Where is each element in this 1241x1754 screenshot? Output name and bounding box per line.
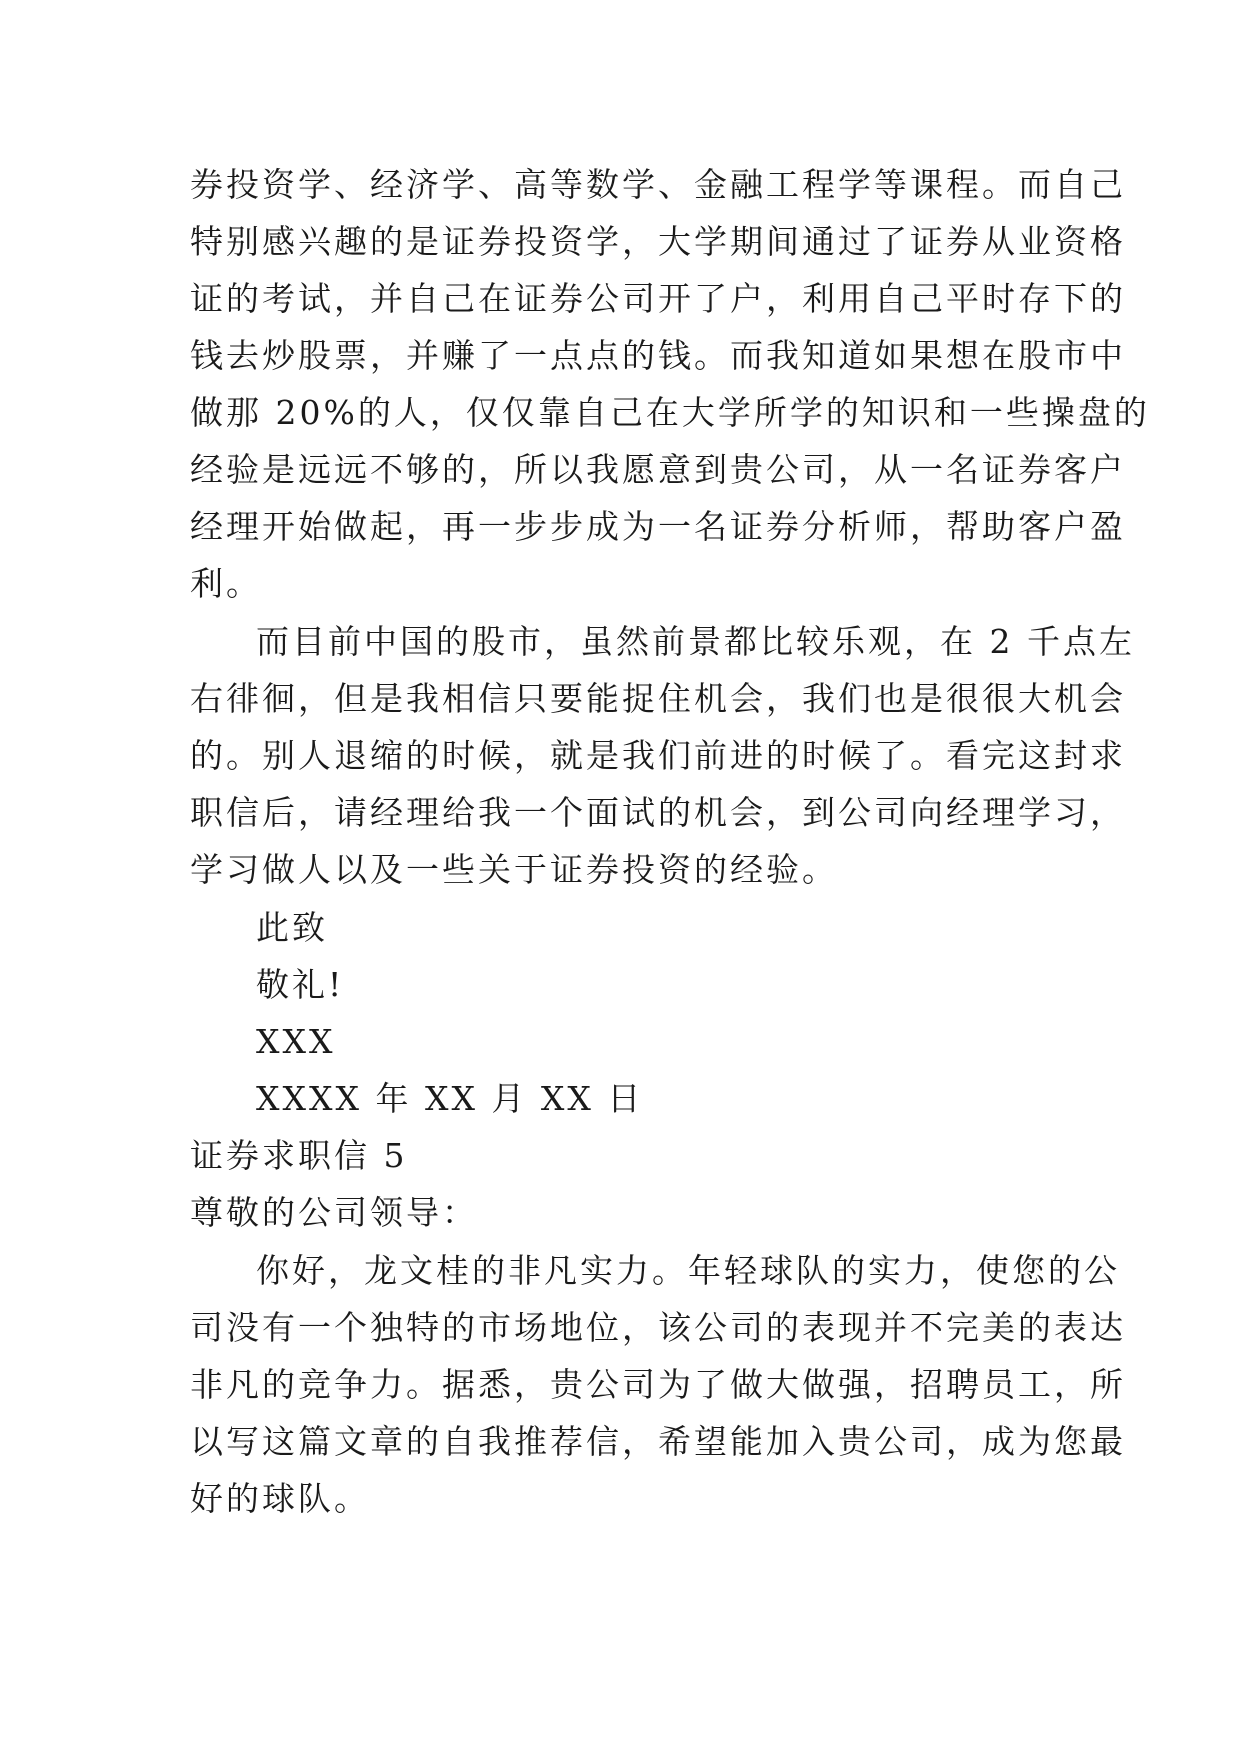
paragraph-line: 证的考试，并自己在证券公司开了户，利用自己平时存下的 [190, 279, 1126, 318]
paragraph-line: 好的球队。 [190, 1479, 370, 1518]
paragraph-line: 特别感兴趣的是证券投资学，大学期间通过了证券从业资格 [190, 222, 1126, 261]
signature: XXX [256, 1022, 336, 1061]
paragraph-line: 券投资学、经济学、高等数学、金融工程学等课程。而自己 [190, 165, 1126, 204]
paragraph-line: 经验是远远不够的，所以我愿意到贵公司，从一名证券客户 [190, 450, 1126, 489]
paragraph-line: 非凡的竞争力。据悉，贵公司为了做大做强，招聘员工，所 [190, 1365, 1126, 1404]
paragraph-line: 学习做人以及一些关于证券投资的经验。 [190, 850, 838, 889]
closing-text: 此致 [256, 908, 328, 947]
paragraph-line: 做那 20%的人，仅仅靠自己在大学所学的知识和一些操盘的 [190, 393, 1150, 432]
greeting: 尊敬的公司领导： [190, 1193, 478, 1232]
paragraph-line: 职信后，请经理给我一个面试的机会，到公司向经理学习， [190, 793, 1126, 832]
paragraph-line: 而目前中国的股市，虽然前景都比较乐观，在 2 千点左 [256, 622, 1135, 661]
salutation-end: 敬礼! [256, 965, 345, 1004]
date: XXXX 年 XX 月 XX 日 [256, 1079, 644, 1118]
paragraph-line: 以写这篇文章的自我推荐信，希望能加入贵公司，成为您最 [190, 1422, 1126, 1461]
paragraph-line: 的。别人退缩的时候，就是我们前进的时候了。看完这封求 [190, 736, 1126, 775]
paragraph-line: 你好，龙文桂的非凡实力。年轻球队的实力，使您的公 [256, 1251, 1120, 1290]
paragraph-line: 钱去炒股票，并赚了一点点的钱。而我知道如果想在股市中 [190, 336, 1126, 375]
paragraph-line: 经理开始做起，再一步步成为一名证券分析师，帮助客户盈 [190, 507, 1126, 546]
paragraph-line: 右徘徊，但是我相信只要能捉住机会，我们也是很很大机会 [190, 679, 1126, 718]
paragraph-line: 司没有一个独特的市场地位，该公司的表现并不完美的表达 [190, 1308, 1126, 1347]
paragraph-line: 利。 [190, 564, 262, 603]
section-title: 证券求职信 5 [190, 1136, 408, 1175]
